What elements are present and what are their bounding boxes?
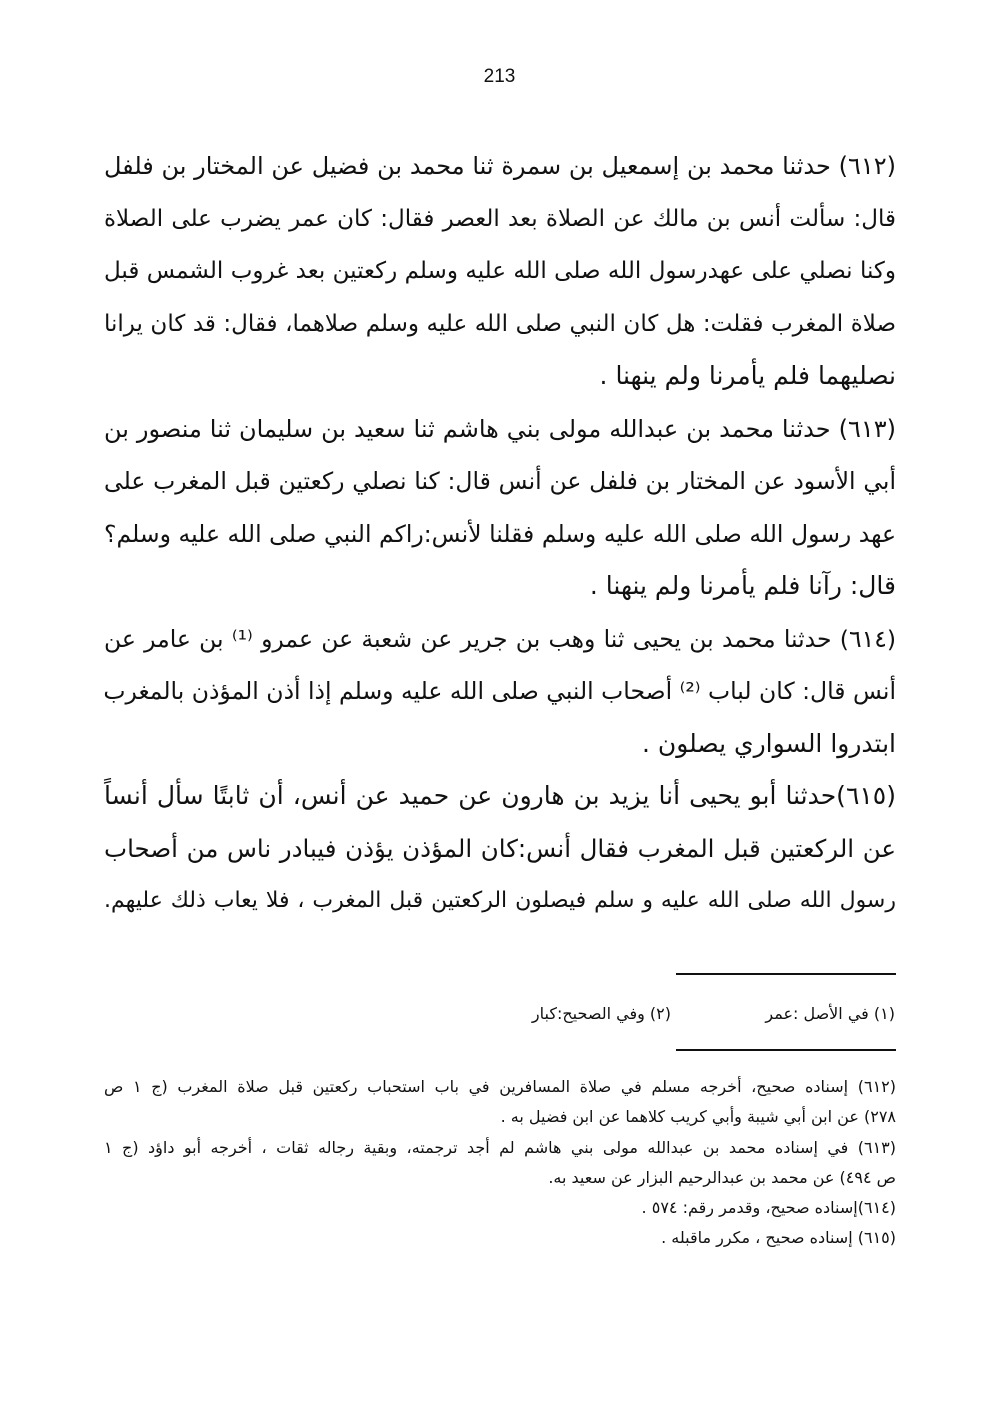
hadith-613-line-3: عهد رسول الله صلى الله عليه وسلم فقلنا لأنس:راكم النبي صلى الله عليه وسلم؟	[104, 519, 896, 548]
hadith-612-line-1: (٦١٢) حدثنا محمد بن إسمعيل بن سمرة ثنا محمد بن فضيل عن المختار بن فلفل	[104, 152, 896, 180]
source-notes	[104, 1072, 896, 1254]
hadith-613-line-4: قال: رآنا فلم يأمرنا ولم ينهنا .	[589, 571, 896, 600]
source-note-613-line-2: ص ٤٩٤) عن محمد بن عبدالرحيم البزار عن سعيد به.	[548, 1167, 896, 1187]
hadith-612-line-3: وكنا نصلي على عهدرسول الله صلى الله عليه وسلم ركعتين بعد غروب الشمس قبل	[104, 258, 896, 284]
hadith-612-line-4: صلاة المغرب فقلت: هل كان النبي صلى الله عليه وسلم صلاهما، فقال: قد كان يرانا	[104, 310, 896, 337]
sources-divider	[676, 1049, 896, 1051]
hadith-612-line-2: قال: سألت أنس بن مالك عن الصلاة بعد العصر فقال: كان عمر يضرب على الصلاة	[104, 205, 896, 232]
hadith-614-line-3: ابتدروا السواري يصلون .	[641, 728, 896, 758]
hadith-613-line-1: (٦١٣) حدثنا محمد بن عبدالله مولى بني هاشم ثنا سعيد بن سليمان ثنا منصور بن	[104, 414, 896, 443]
hadith-615-line-3: رسول الله صلى الله عليه و سلم فيصلون الركعتين قبل المغرب ، فلا يعاب ذلك عليهم.	[104, 888, 896, 913]
source-note-612-line-1: (٦١٢) إسناده صحيح، أخرجه مسلم في صلاة المسافرين في باب استحباب ركعتين قبل صلاة المغرب (ج ١ ص	[104, 1077, 896, 1096]
hadith-615-line-1: (٦١٥)حدثنا أبو يحيى أنا يزيد بن هارون عن حميد عن أنس، أن ثابتًا سأل أنساً	[104, 781, 896, 810]
hadith-614-line-1: (٦١٤) حدثنا محمد بن يحيى ثنا وهب بن جرير عن شعبة عن عمرو ⁽¹⁾ بن عامر عن	[104, 624, 897, 653]
footnote-divider	[676, 973, 896, 975]
source-note-613-line-1: (٦١٣) في إسناده محمد بن عبدالله مولى بني هاشم لم أجد ترجمته، وبقية رجاله ثقات ، أخرجه أبو داؤد (ج ١	[104, 1137, 896, 1157]
source-note-612-line-2: ٢٧٨) عن ابن أبي شيبة وأبي كريب كلاهما عن ابن فضيل به .	[500, 1107, 896, 1127]
footnote-2: (٢) وفي الصحيح:كبار	[531, 1004, 671, 1023]
source-note-615: (٦١٥) إسناده صحيح ، مكرر ماقبله .	[661, 1228, 896, 1248]
source-note-614: (٦١٤)إسناده صحيح، وقدمر رقم: ٥٧٤ .	[641, 1198, 896, 1218]
hadith-614-line-2: أنس قال: كان لباب ⁽²⁾ أصحاب النبي صلى الله عليه وسلم إذا أذن المؤذن بالمغرب	[103, 677, 896, 705]
footnote-1: (١) في الأصل :عمر	[765, 1004, 895, 1023]
main-text	[104, 140, 896, 928]
hadith-612-line-5: نصليهما فلم يأمرنا ولم ينهنا .	[599, 361, 896, 390]
page-number: 213	[483, 66, 516, 87]
hadith-615-line-2: عن الركعتين قبل المغرب فقال أنس:كان المؤذن يؤذن فيبادر ناس من أصحاب	[104, 833, 896, 863]
hadith-613-line-2: أبي الأسود عن المختار بن فلفل عن أنس قال: كنا نصلي ركعتين قبل المغرب على	[104, 467, 896, 495]
